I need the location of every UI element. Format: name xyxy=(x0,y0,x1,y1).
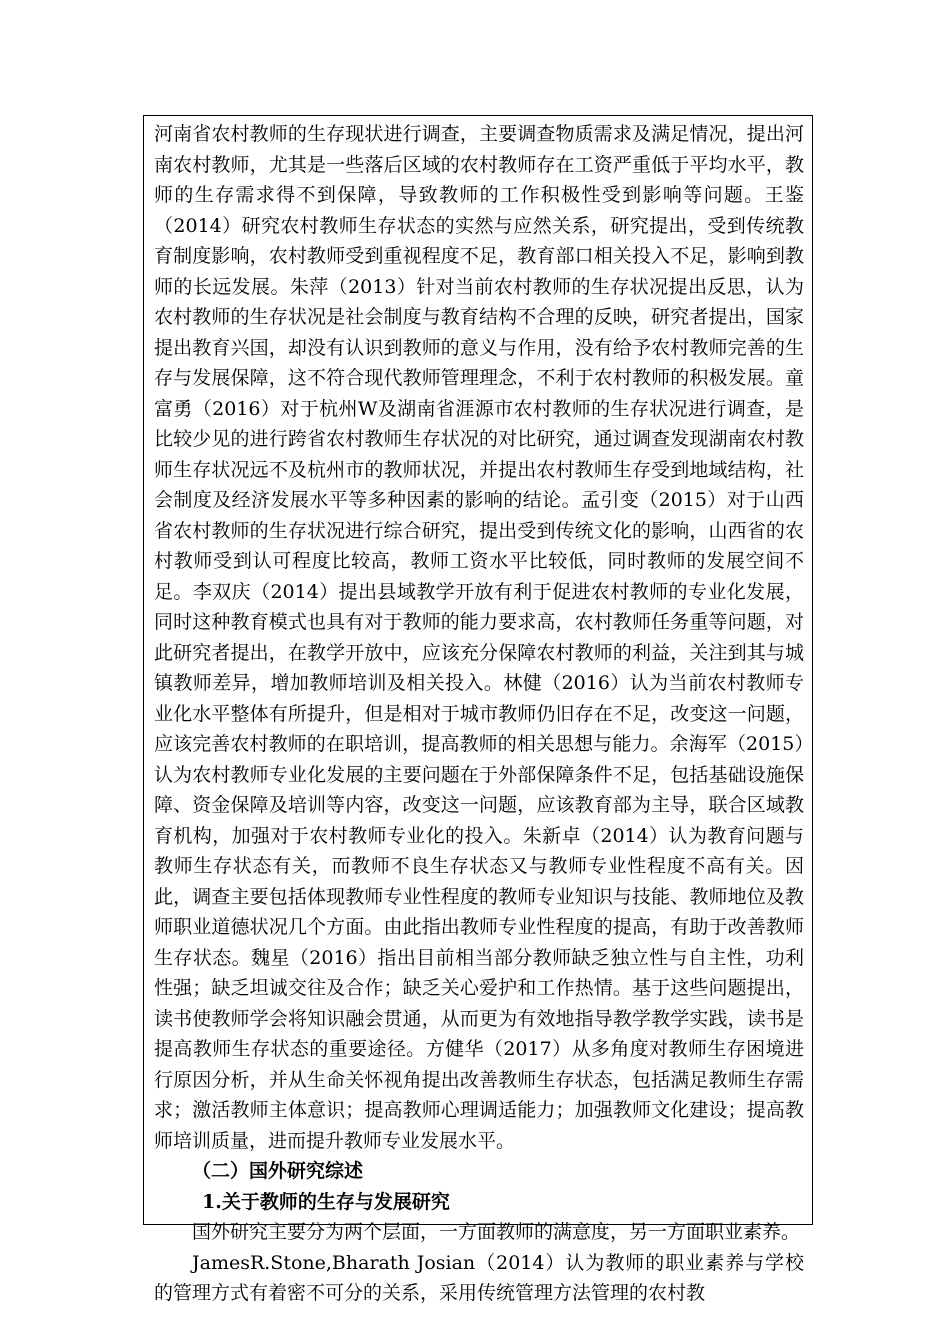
body-paragraph: JamesR.Stone,Bharath Josian（2014）认为教师的职业素养与学校的管理方式有着密不可分的关系，采用传统管理方法管理的农村教 xyxy=(154,1251,804,1304)
section-heading: （二）国外研究综述 xyxy=(192,1160,364,1182)
body-paragraph: 国外研究主要分为两个层面，一方面教师的满意度，另一方面职业素养。 xyxy=(192,1221,801,1243)
subsection-heading: 1.关于教师的生存与发展研究 xyxy=(202,1190,450,1213)
body-paragraph: 河南省农村教师的生存现状进行调查，主要调查物质需求及满足情况，提出河南农村教师，尤其是一些落后区域的农村教师存在工资严重低于平均水平，教师的生存需求得不到保障，导致教师的工作积极性受到影响等问题。王鉴（2014）研究农村教师生存状态的实然与应然关系，研究提出，受到传统教育制度影响，农村教师受到重视程度不足，教育部口相关投入不足，影响到教师的长远发展。朱萍（2013）针对当前农村教师的生存状况提出反思，认为农村教师的生存状况是社会制度与教育结构不合理的反映，研究者提出，国家提出教育兴国，却没有认识到教师的意义与作用，没有给予农村教师完善的生存与发展保障，这不符合现代教师管理理念，不利于农村教师的积极发展。童富勇（2016）对于杭州W及湖南省涯源市农村教师的生存状况进行调查，是比较少见的进行跨省农村教师生存状况的对比研究，通过调查发现湖南农村教师生存状况远不及杭州市的教师状况，并提出农村教师生存受到地域结构，社会制度及经济发展水平等多种因素的影响的结论。孟引变（2015）对于山西省农村教师的生存状况进行综合研究，提出受到传统文化的影响，山西省的农村教师受到认可程度比较高，教师工资水平比较低，同时教师的发展空间不足。李双庆（2014）提出县域教学开放有利于促进农村教师的专业化发展，同时这种教育模式也具有对于教师的能力要求高，农村教师任务重等问题，对此研究者提出，在教学开放中，应该充分保障农村教师的利益，关注到其与城镇教师差异，增加教师培训及相关投入。林健（2016）认为当前农村教师专业化水平整体有所提升，但是相对于城市教师仍旧存在不足，改变这一问题，应该完善农村教师的在职培训，提高教师的相关思想与能力。余海军（2015）认为农村教师专业化发展的主要问题在于外部保障条件不足，包括基础设施保障、资金保障及培训等内容，改变这一问题，应该教育部为主导，联合区域教育机构，加强对于农村教师专业化的投入。朱新卓（2014）认为教育问题与教师生存状态有关，而教师不良生存状态又与教师专业性程度不高有关。因此，调查主要包括体现教师专业性程度的教师专业知识与技能、教师地位及教师职业道德状况几个方面。由此指出教师专业性程度的提高，有助于改善教师生存状态。魏星（2016）指出目前相当部分教师缺乏独立性与自主性，功利性强；缺乏坦诚交往及合作；缺乏关心爱护和工作热情。基于这些问题提出，读书使教师学会将知识融会贯通，从而更为有效地指导教学教学实践，读书是提高教师生存状态的重要途径。方健华（2017）从多角度对教师生存困境进行原因分析，并从生命关怀视角提出改善教师生存状态，包括满足教师生存需求；激活教师主体意识；提高教师心理调适能力；加强教师文化建设；提高教师培训质量，进而提升教师专业发展水平。 xyxy=(154,123,804,1152)
document-text-frame xyxy=(143,115,813,1304)
